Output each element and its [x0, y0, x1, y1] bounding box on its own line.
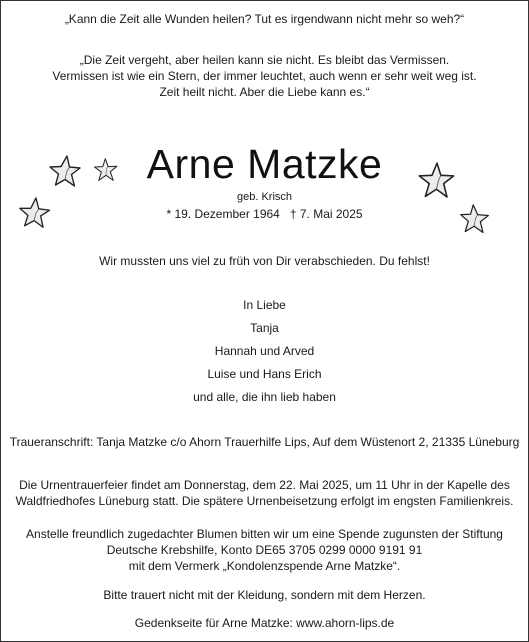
ceremony-line-1: Die Urnentrauerfeier findet am Donnerstag, dem 22. Mai 2025, um 11 Uhr in der Kapelle des: [19, 478, 510, 492]
quote-line-1: „Die Zeit vergeht, aber heilen kann sie nicht. Es bleibt das Vermissen.: [79, 53, 450, 67]
deceased-name: Arne Matzke: [146, 141, 383, 187]
quote-line-2: Vermissen ist wie ein Stern, der immer leuchtet, auch wenn er sehr weit weg ist.: [52, 69, 477, 83]
clothing-note: Bitte trauert nicht mit der Kleidung, sondern mit dem Herzen.: [103, 588, 426, 602]
mourner-name: und alle, die ihn lieb haben: [193, 390, 336, 404]
opening-question: „Kann die Zeit alle Wunden heilen? Tut es irgendwann nicht mehr so weh?“: [64, 12, 465, 26]
quote-line-3: Zeit heilt nicht. Aber die Liebe kann es.“: [159, 85, 370, 99]
mourner-name: Luise und Hans Erich: [207, 367, 322, 381]
mourners-intro: In Liebe: [243, 298, 286, 312]
donation-line-2: Deutsche Krebshilfe, Konto DE65 3705 0299 0000 9191 91: [106, 543, 423, 557]
mourner-name: Hannah und Arved: [214, 344, 315, 358]
birth-name: geb. Krisch: [236, 191, 293, 203]
mourning-address: Traueranschrift: Tanja Matzke c/o Ahorn Trauerhilfe Lips, Auf dem Wüstenort 2, 21335 Lüneburg: [9, 435, 520, 449]
donation-line-3: mit dem Vermerk „Kondolenzspende Arne Matzke“.: [128, 559, 401, 573]
mourner-name: Tanja: [250, 321, 279, 335]
life-dates: * 19. Dezember 1964 † 7. Mai 2025: [166, 207, 363, 221]
memorial-page: Gedenkseite für Arne Matzke: www.ahorn-lips.de: [134, 616, 395, 630]
ceremony-line-2: Waldfriedhofes Lüneburg statt. Die spätere Urnenbeisetzung erfolgt im engsten Familienkreis.: [15, 494, 514, 508]
farewell-text: Wir mussten uns viel zu früh von Dir verabschieden. Du fehlst!: [99, 254, 430, 268]
donation-line-1: Anstelle freundlich zugedachter Blumen bitten wir um eine Spende zugunsten der Stiftung: [26, 527, 503, 541]
